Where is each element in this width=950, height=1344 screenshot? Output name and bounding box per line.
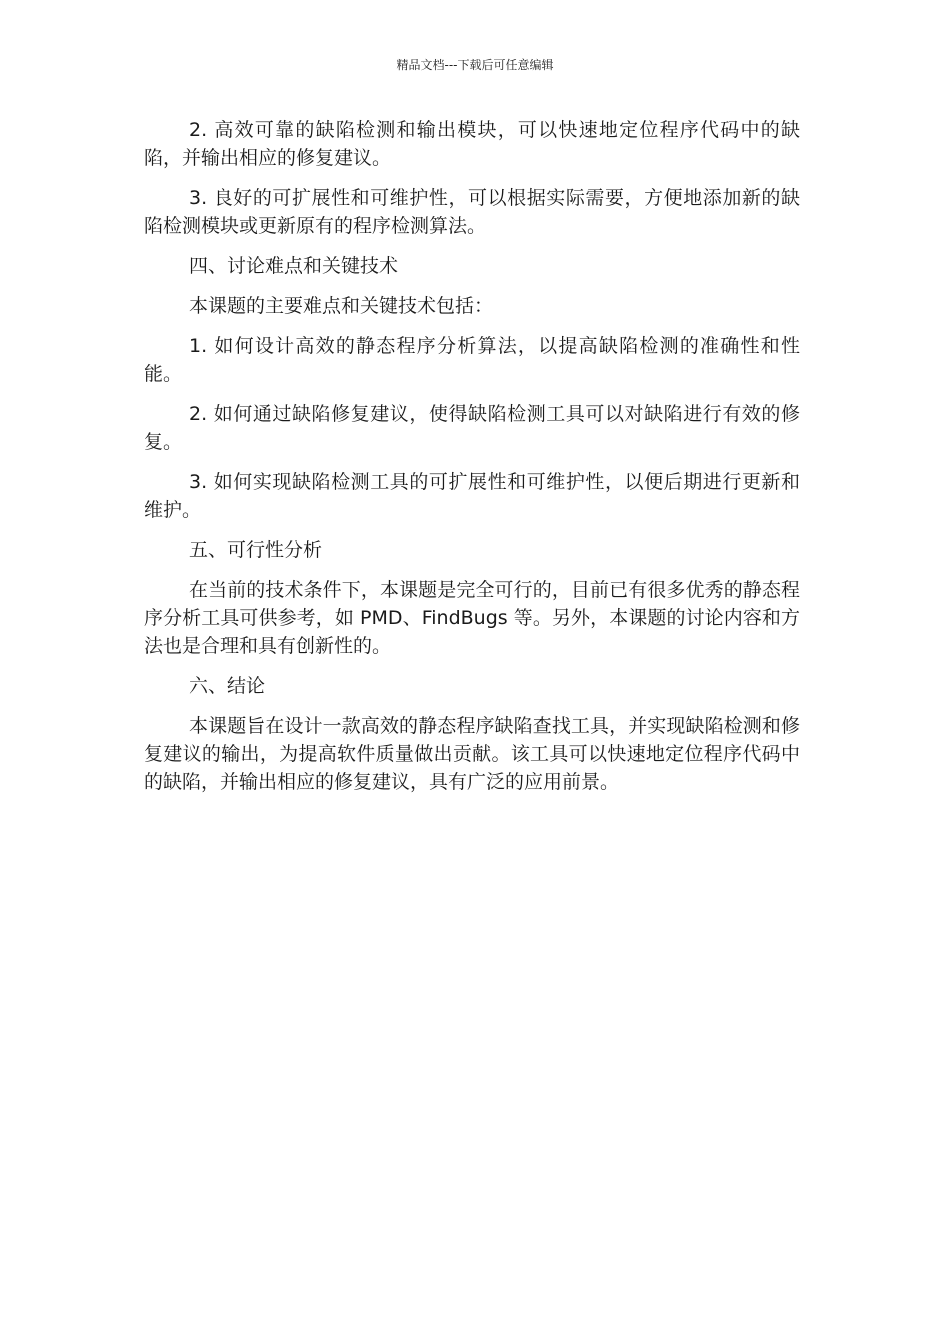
paragraph-feasibility: 在当前的技术条件下，本课题是完全可行的，目前已有很多优秀的静态程序分析工具可供参考，如 PMD、FindBugs 等。另外，本课题的讨论内容和方法也是合理和具有创新性的。 xyxy=(144,579,800,657)
section-heading-5: 五、可行性分析 xyxy=(189,539,323,561)
document-body xyxy=(144,116,800,808)
paragraph-difficulty-1: 1. 如何设计高效的静态程序分析算法，以提高缺陷检测的准确性和性能。 xyxy=(144,335,800,385)
paragraph-difficulty-3: 3. 如何实现缺陷检测工具的可扩展性和可维护性，以便后期进行更新和维护。 xyxy=(144,471,800,521)
section-heading-6: 六、结论 xyxy=(189,675,266,697)
paragraph-conclusion: 本课题旨在设计一款高效的静态程序缺陷查找工具，并实现缺陷检测和修复建议的输出，为提高软件质量做出贡献。该工具可以快速地定位程序代码中的缺陷，并输出相应的修复建议，具有广泛的应用前景。 xyxy=(144,715,800,793)
paragraph-difficulty-2: 2. 如何通过缺陷修复建议，使得缺陷检测工具可以对缺陷进行有效的修复。 xyxy=(144,403,800,453)
paragraph-feature-2: 2. 高效可靠的缺陷检测和输出模块，可以快速地定位程序代码中的缺陷，并输出相应的修复建议。 xyxy=(144,119,800,169)
paragraph-intro: 本课题的主要难点和关键技术包括： xyxy=(189,295,494,317)
paragraph-feature-3: 3. 良好的可扩展性和可维护性，可以根据实际需要，方便地添加新的缺陷检测模块或更新原有的程序检测算法。 xyxy=(144,187,800,237)
section-heading-4: 四、讨论难点和关键技术 xyxy=(189,255,399,277)
page-header: 精品文档---下载后可任意编辑 xyxy=(396,58,554,72)
